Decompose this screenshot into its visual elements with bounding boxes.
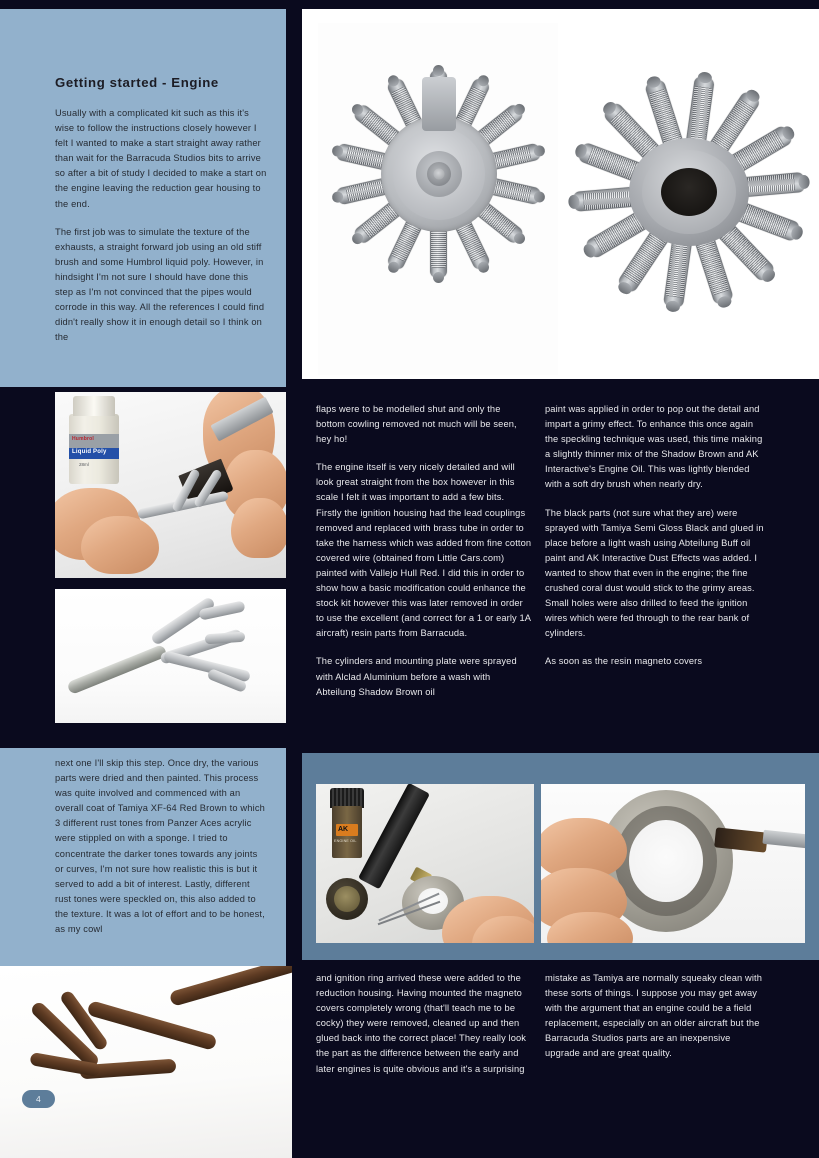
engine-front-photo — [318, 23, 558, 375]
paragraph: The black parts (not sure what they are) were sprayed with Tamiya Semi Gloss Black and glued in place before a light wash using Abteilung Buff oil paint and AK Interactive Dust Effects was added. I wanted to show that even in the engine; the fine crushed coral dust would stick to the grimy areas. Small holes were also drilled to feed the ignition wires which were fed through to the rear bank of cylinders. — [545, 507, 764, 639]
sidebar-paragraph: next one I'll skip this step. Once dry, the various parts were dried and then painted. This process was quite involved and commenced with an overall coat of Tamiya XF-64 Red Brown to which 3 different rust tones from Panzer Aces acrylic were stippled on with a sponge. I tried to concentrate the darker tones towards any joints or curves, I'm not sure how realistic this is but it served to add a bit of interest. Lastly, different rust tones were speckled on, this also added to the texture. It was a lot of effort and to be honest, as my cowl — [55, 758, 265, 935]
ak-brand-label: AK — [338, 826, 349, 833]
paragraph: flaps were to be modelled shut and only the bottom cowling removed not much will be seen, hey ho! — [316, 404, 517, 445]
ak-product-label: ENGINE OIL — [334, 839, 357, 843]
ak-oil-photo — [316, 784, 534, 943]
sidebar-paragraph: Usually with a complicated kit such as this it's wise to follow the instructions closely however I felt I wanted to make a start straight away rather than wait for the Barracuda Studios bits to arrive so after a bit of study I decided to make a start on the engine leaving the reduction gear housing to the end. — [55, 108, 267, 209]
sidebar-paragraph: The first job was to simulate the texture of the exhausts, a straight forward job using an old stiff brush and some Humbrol liquid poly. However, in hindsight I'm not sure I should have done this step as I'm not convinced that the pipes would corrode in this way. All the references I could find didn't really show it in enough detail so I think on the — [55, 226, 265, 343]
paragraph: The cylinders and mounting plate were sprayed with Alclad Aluminium before a wash with Abteilung Shadow Brown oil — [316, 656, 517, 697]
liquid-poly-photo — [55, 392, 286, 578]
page-title: Getting started - Engine — [55, 75, 219, 90]
humbrol-brand-label: Humbrol — [72, 436, 94, 442]
magneto-photo — [541, 784, 805, 943]
exhaust-part-photo — [55, 589, 286, 723]
paragraph: The engine itself is very nicely detailed and will look great straight from the box however in this scale I felt it was important to add a few bits. Firstly the ignition housing had the lead couplings removed and replaced with brass tube in order to take the harness which was added from fine cotton covered wire (obtained from Little Cars.com) painted with Vallejo Hull Red. I did this in order to show how a basic modification could enhance the stock kit however this was later removed in order to use the excellent (and correct for a 1 or early 1A aircraft) resin parts from Barracuda. — [316, 462, 532, 639]
paragraph: As soon as the resin magneto covers — [545, 656, 703, 667]
sidebar-panel-top — [0, 9, 286, 387]
page-number-badge: 4 — [22, 1090, 55, 1108]
text-column-middle-upper — [316, 402, 532, 700]
paragraph: and ignition ring arrived these were added to the reduction housing. Having mounted the magneto covers completely wrong (that'll teach me to be cocky) they were removed, cleaned up and then glued back into the correct place! They really look the part as the difference between the early and later engines is quite obvious and it's a surprising — [316, 973, 527, 1074]
engine-photo-band — [302, 9, 819, 379]
sidebar-panel-bottom — [0, 748, 286, 968]
text-column-right-lower — [545, 971, 764, 1062]
humbrol-volume-label: 28ml — [79, 462, 89, 467]
mid-photo-band — [302, 753, 819, 960]
text-column-middle-lower — [316, 971, 532, 1077]
rusty-exhaust-photo — [0, 966, 292, 1158]
text-column-right-upper — [545, 402, 764, 670]
paragraph: paint was applied in order to pop out the detail and impart a grimy effect. To enhance this once again the speckling technique was used, this time making a slightly thinner mix of the Shadow Brown and AK Interactive's Engine Oil. This was lightly blended with a soft dry brush when nearly dry. — [545, 404, 763, 490]
engine-rear-photo — [560, 41, 818, 377]
humbrol-product-label: Liquid Poly — [72, 449, 107, 455]
paragraph: mistake as Tamiya are normally squeaky clean with these sorts of things. I suppose you may get away with the argument that an engine could be a field replacement, especially on an older aircraft but the Barracuda Studios parts are an inexpensive upgrade and are great quality. — [545, 973, 763, 1059]
